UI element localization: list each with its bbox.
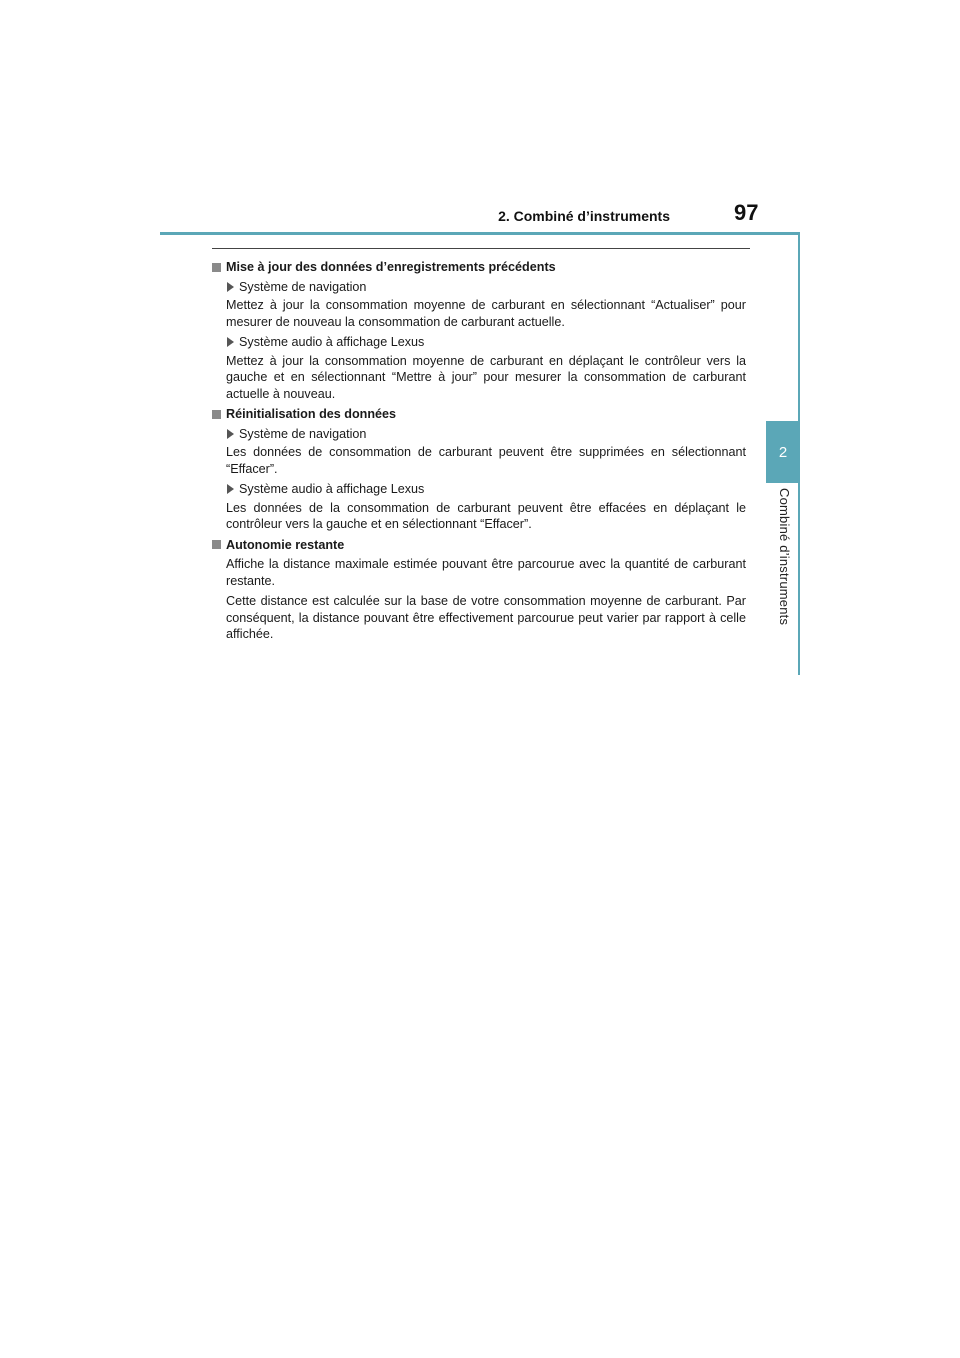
- paragraph: Les données de consommation de carburant peuvent être supprimées en sélectionnant “Effacer”.: [226, 445, 746, 476]
- section-heading: [212, 537, 746, 554]
- paragraph: Cette distance est calculée sur la base de votre consommation moyenne de carburant. Par conséquent, la distance pouvant être effectivement parcourue peut varier par rapport à celle affichée.: [226, 594, 746, 641]
- subheading: [227, 279, 746, 296]
- paragraph: Affiche la distance maximale estimée pouvant être parcourue avec la quantité de carburant restante.: [226, 557, 746, 588]
- square-bullet-icon: [212, 263, 221, 272]
- triangle-arrow-icon: [227, 282, 234, 292]
- section-heading: [212, 406, 746, 423]
- subheading-text: Système de navigation: [239, 279, 367, 294]
- section-heading: [212, 259, 746, 276]
- header-rule: [160, 232, 800, 235]
- paragraph: Les données de la consommation de carburant peuvent être effacées en déplaçant le contrôleur vers la gauche et en sélectionnant “Effacer”.: [226, 500, 746, 531]
- section-title: 2. Combiné d’instruments: [498, 208, 670, 224]
- heading-text: Autonomie restante: [226, 537, 345, 552]
- subheading: [227, 426, 746, 443]
- heading-text: Réinitialisation des données: [226, 407, 397, 421]
- chapter-tab: [766, 421, 800, 483]
- triangle-arrow-icon: [227, 484, 234, 494]
- subheading: [227, 334, 746, 351]
- paragraph: Mettez à jour la consommation moyenne de carburant en déplaçant le contrôleur vers la gauche et en sélectionnant “Mettre à jour” pour mesurer la consommation de carburant actuelle à nouveau.: [226, 353, 746, 401]
- subheading-text: Système audio à affichage Lexus: [239, 335, 425, 349]
- page-number: 97: [734, 200, 759, 225]
- square-bullet-icon: [212, 540, 221, 549]
- triangle-arrow-icon: [227, 429, 234, 439]
- subheading: [227, 481, 746, 498]
- chapter-label: Combiné d’instruments: [777, 488, 792, 626]
- subheading-text: Système audio à affichage Lexus: [239, 482, 425, 496]
- content-rule: [212, 248, 750, 249]
- paragraph: Mettez à jour la consommation moyenne de carburant en sélectionnant “Actualiser” pour mesurer de nouveau la consommation de carburant actuelle.: [226, 298, 746, 329]
- content-body: [212, 257, 746, 647]
- chapter-number: 2: [778, 443, 788, 461]
- subheading-text: Système de navigation: [239, 426, 367, 441]
- heading-text: Mise à jour des données d’enregistrements précédents: [226, 260, 556, 274]
- square-bullet-icon: [212, 410, 221, 419]
- triangle-arrow-icon: [227, 337, 234, 347]
